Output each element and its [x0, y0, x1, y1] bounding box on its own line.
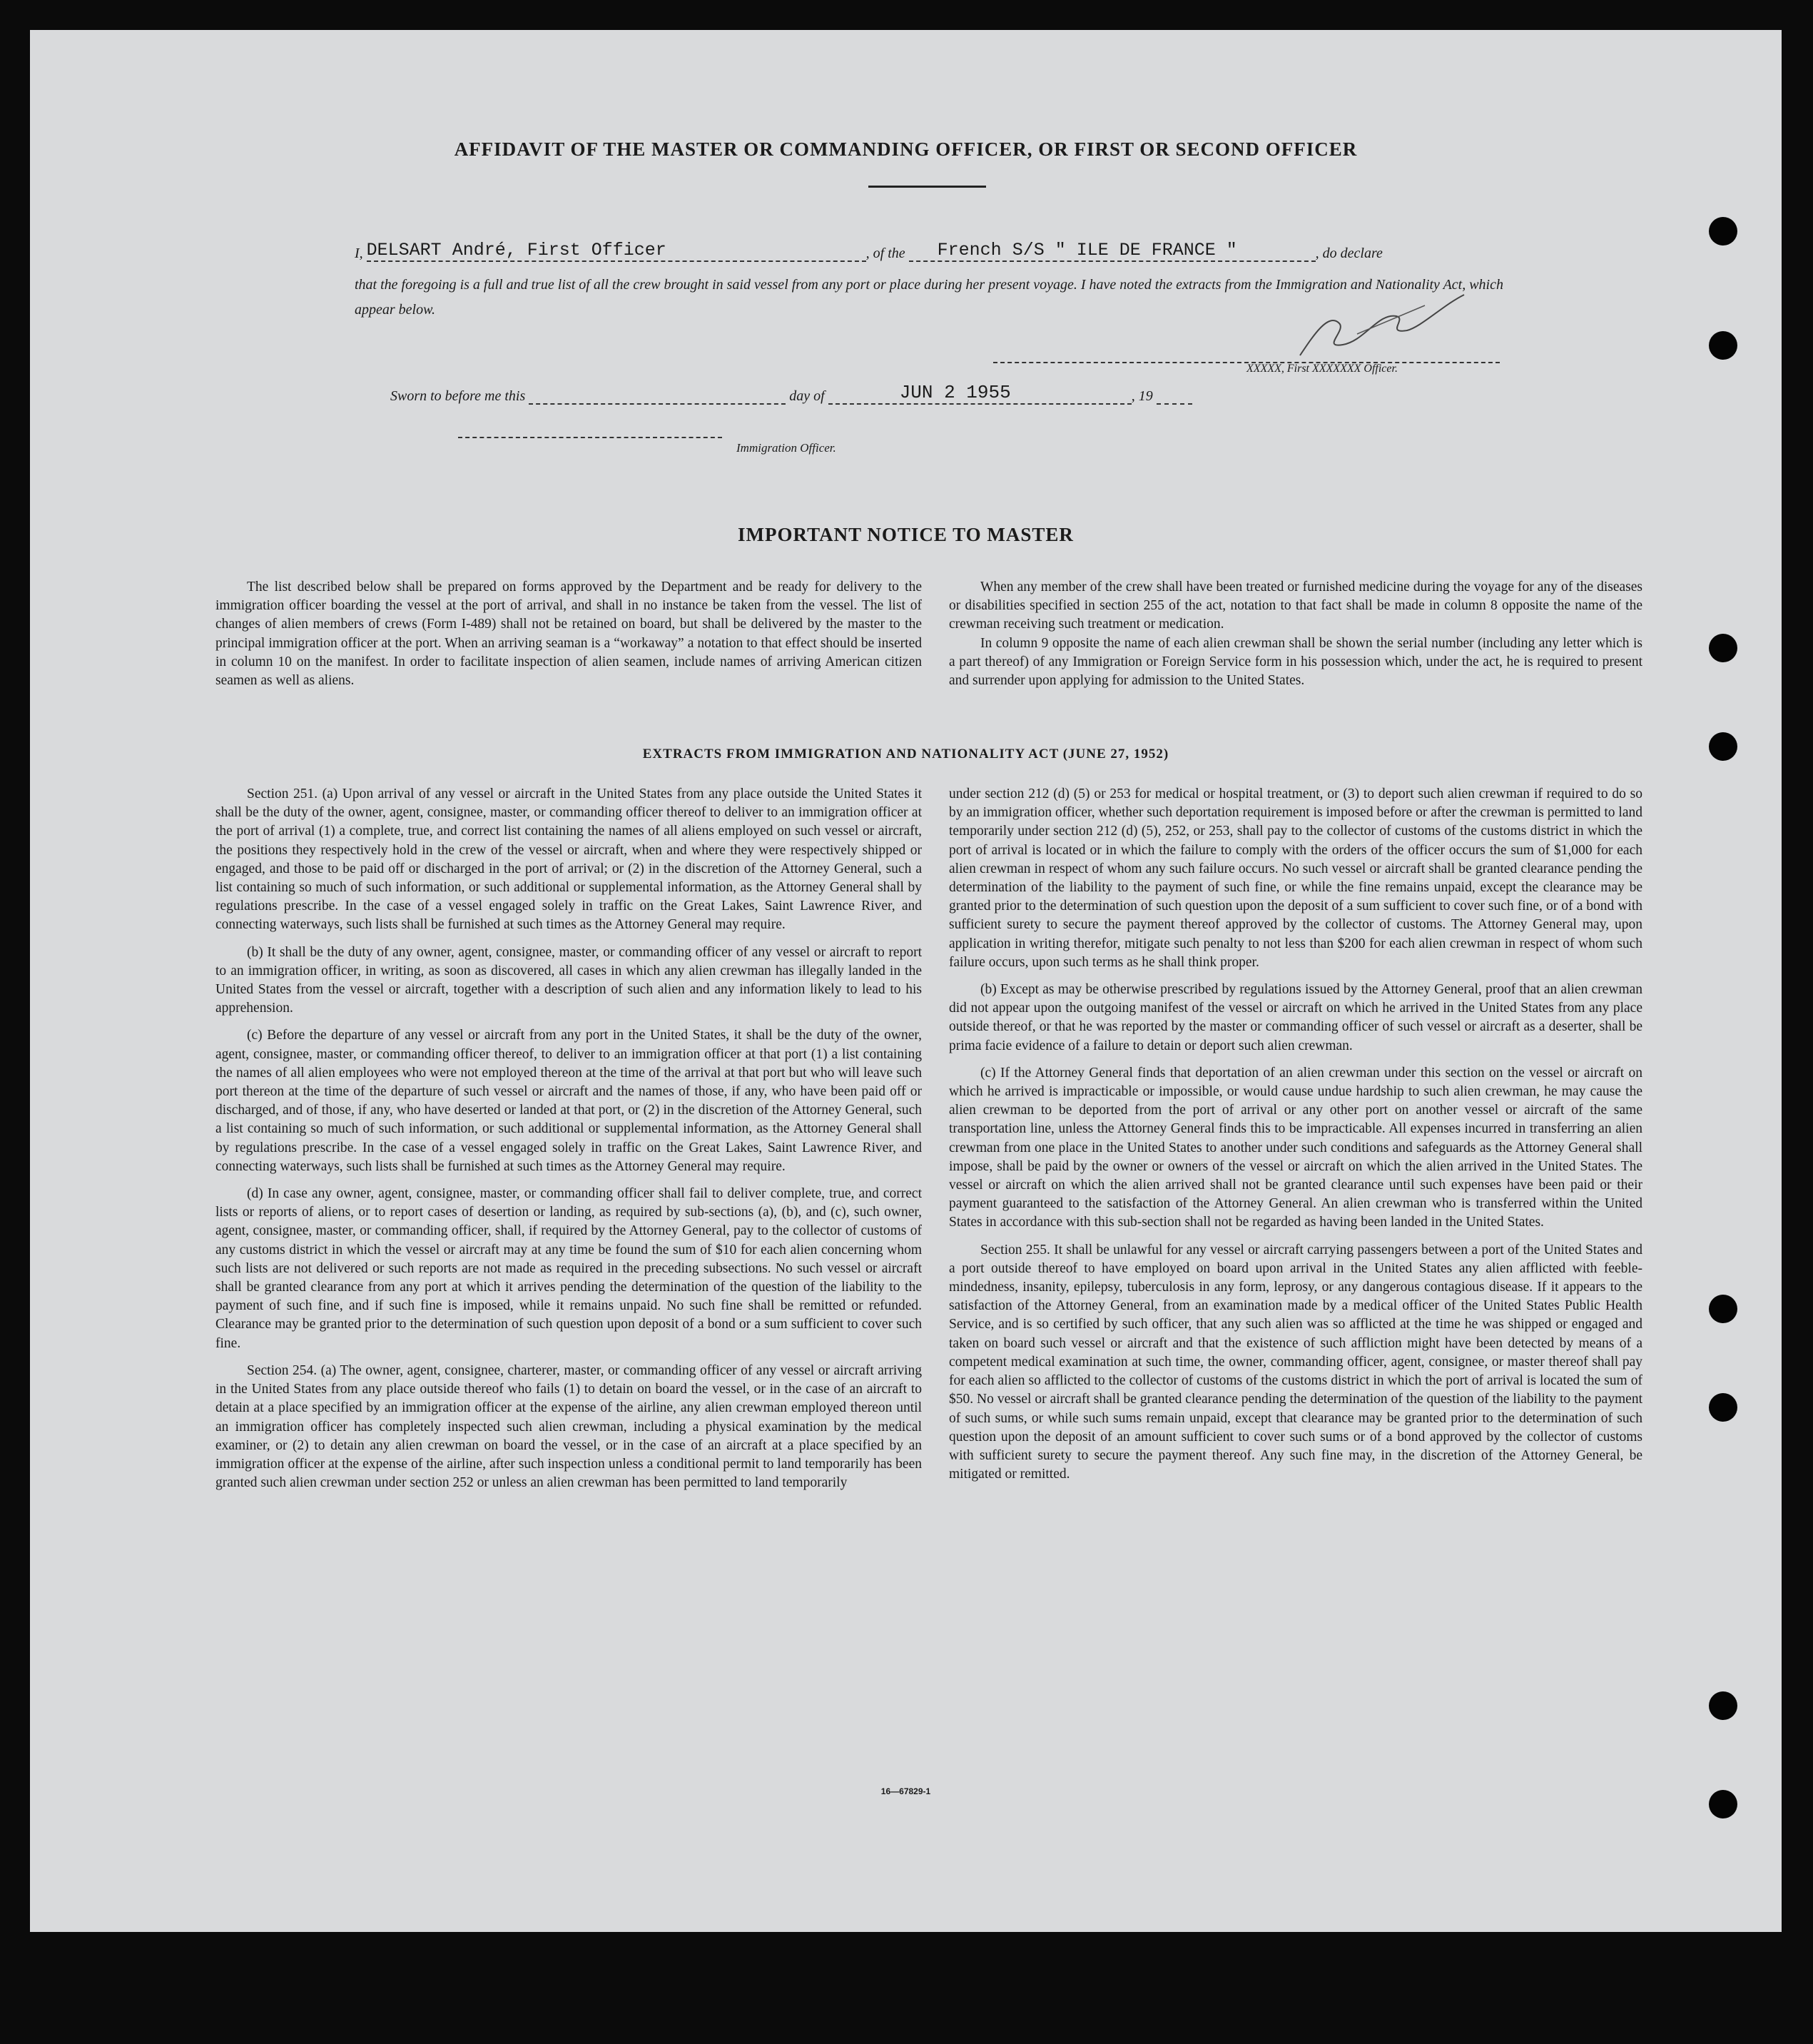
- officer-name-field: DELSART André, First Officer: [367, 240, 866, 262]
- i-prefix: I,: [355, 246, 363, 261]
- extract-paragraph: (b) Except as may be otherwise prescribed by regulations issued by the Attorney General, proof that an alien crewman did not appear upon the outgoing manifest of the vessel or aircraft on which he arrived in the United States from any place outside thereof, or that he was reported by the master or commanding officer of such vessel or aircraft as a deserter, shall be prima facie evidence of a failure to detain or deport such alien crewman.: [949, 982, 1642, 1053]
- of-the-label: , of the: [865, 246, 905, 261]
- extract-paragraph: Section 255. It shall be unlawful for any vessel or aircraft carrying passengers between a port of the United States and a port outside thereof to have employed on board upon arrival in the United States any alien afflicted with feeble-mindedness, insanity, epilepsy, tuberculosis in any form, leprosy, or any dangerous contagious disease. If it appears to the satisfaction of the Attorney General, from an examination made by a medical officer of the United States Public Health Service, and is so certified by such officer, that any such alien was so afflicted at the time he was shipped or engaged and taken on board such vessel or aircraft and that the existence of such affliction might have been detected by means of a competent medical examination at such time, the owner, commanding officer, agent, consignee, or master thereof shall pay for each alien so afflicted to the collector of customs of the customs district in which the port of arrival is located the sum of $50. No vessel or aircraft shall be granted clearance pending the determination of the question of the liability to the payment of such sums, or while such sums remain unpaid, except that clearance may be granted prior to the determination of such question upon the deposit of an amount sufficient to cover such sums or of a bond approved by the collector of customs with sufficient surety to secure the payment thereof. Any such fine may, in the discretion of the Attorney General, be mitigated or remitted.: [949, 1242, 1642, 1482]
- immigration-officer-label: Immigration Officer.: [736, 441, 836, 455]
- extract-paragraph: (b) It shall be the duty of any owner, agent, consignee, master, or commanding officer of any vessel or aircraft to report to an immigration officer, in writing, as soon as discovered, all cases in which any alien crewman has illegally landed in the United States from the vessel or aircraft, together with a description of such alien and any information likely to lead to his apprehension.: [215, 944, 922, 1016]
- binder-hole: [1709, 217, 1737, 246]
- nineteen-label: , 19: [1131, 388, 1153, 404]
- sworn-line: [390, 382, 1192, 405]
- signature-title: XXXXX, First XXXXXXX Officer.: [1246, 363, 1398, 375]
- extract-paragraph: (c) If the Attorney General finds that deportation of an alien crewman under this section on the vessel or aircraft on which he arrived is impracticable or impossible, or would cause undue hardship to such alien crewman, he may cause the alien crewman to be deported from the port of arrival or any other port on another vessel or aircraft of the same transportation line, unless the Attorney General finds this to be impracticable. All expenses incurred in transferring an alien crewman from one place in the United States to another under such conditions and safeguards as the Attorney General shall impose, shall be paid by the owner or owners of the vessel or aircraft on which the alien arrived in the United States. The vessel or aircraft on which the alien arrived shall not be granted clearance until such expenses have been paid or their payment guaranteed to the satisfaction of the Attorney General. An alien crewman who is transferred within the United States in accordance with this sub-section shall not be regarded as having been landed in the United States.: [949, 1065, 1642, 1230]
- extract-paragraph: under section 212 (d) (5) or 253 for medical or hospital treatment, or (3) to deport such alien crewman if required to do so by an immigration officer, whether such deportation requirement is imposed before or after the crewman is permitted to land temporarily under section 212 (d) (5), 252, or 253, shall pay to the collector of customs of the customs district in which the port of arrival is located or in which the failure to comply with the orders of the officer occurs the sum of $1,000 for each alien crewman in respect of whom any such failure occurs. No such vessel or aircraft shall be granted clearance pending the determination of the liability to the payment of such fine, or while the fine remains unpaid, except the clearance may be granted prior to the determination of such question upon the deposit of a sum sufficient to cover such fine, or of a bond with sufficient surety to secure the payment thereof approved by the collector of customs. The Attorney General may, upon application in writing therefor, mitigate such penalty to not less than $200 for each alien crewman in respect of whom such failure occurs, upon such terms as he shall think proper.: [949, 786, 1642, 970]
- binder-hole: [1709, 634, 1737, 662]
- binder-hole: [1709, 1393, 1737, 1422]
- immigration-officer-line: [458, 437, 722, 438]
- document-page: [30, 30, 1782, 1932]
- signature-scribble: [1271, 284, 1471, 363]
- do-declare-label: , do declare: [1315, 246, 1383, 261]
- extract-paragraph: (d) In case any owner, agent, consignee, master, or commanding officer shall fail to deliver complete, true, and correct lists or reports of aliens, or to report cases of desertion or landing, as required by sub-sections (a), (b), and (c), such owner, agent, consignee, master, or commanding officer, shall, if required by the Attorney General, pay to the collector of customs of any customs district in which the vessel or aircraft may at any time be found the sum of $10 for each alien concerning whom such lists are not delivered or such reports are not made as required in the preceding subsections. No such vessel or aircraft shall be granted clearance from any port at which it arrives pending the determination of the question of the liability to the payment of such fine, and if such fine is imposed, while it remains unpaid. No such fine shall be remitted or refunded. Clearance may be granted prior to the determination of such question upon deposit of a bond or a sum sufficient to cover such fine.: [215, 1186, 922, 1351]
- day-of-label: day of: [789, 388, 825, 404]
- year-field: [1157, 383, 1192, 405]
- extracts-left-column: [215, 785, 922, 1501]
- sworn-label: Sworn to before me this: [390, 388, 526, 404]
- sworn-date-stamp: JUN 2 1955: [828, 382, 1132, 405]
- notice-paragraph: In column 9 opposite the name of each alien crewman shall be shown the serial number (including any letter which is a part thereof) of any Immigration or Foreign Service form in his possession which, under the act, he is required to present and surrender upon applying for admission to the United States.: [949, 635, 1642, 689]
- sworn-day-field: [529, 383, 786, 405]
- binder-hole: [1709, 331, 1737, 360]
- notice-paragraph: When any member of the crew shall have been treated or furnished medicine during the voyage for any of the diseases or disabilities specified in section 255 of the act, notation to that fact shall be made in column 8 opposite the name of the crewman receiving such treatment or medication.: [949, 580, 1642, 632]
- title-rule: [868, 186, 986, 188]
- extracts-title: EXTRACTS FROM IMMIGRATION AND NATIONALITY ACT (JUNE 27, 1952): [642, 747, 1169, 762]
- declaration-text: that the foregoing is a full and true list of all the crew brought in said vessel from any port or place during her present voyage. I have noted the extracts from the Immigration and Nationality Act, which appear below.: [355, 277, 1503, 318]
- affidavit-title: AFFIDAVIT OF THE MASTER OR COMMANDING OFFICER, OR FIRST OR SECOND OFFICER: [454, 138, 1358, 160]
- form-number: 16—67829-1: [880, 1786, 931, 1796]
- binder-hole: [1709, 1295, 1737, 1323]
- extracts-right-column: [949, 785, 1642, 1492]
- notice-title: IMPORTANT NOTICE TO MASTER: [738, 524, 1074, 545]
- declaration-line: [355, 240, 1532, 262]
- extract-paragraph: Section 254. (a) The owner, agent, consignee, charterer, master, or commanding officer of any vessel or aircraft arriving in the United States from any place outside thereof who fails (1) to detain on board the vessel, or in the case of an aircraft to detain at a place specified by an immigration officer at the expense of the airline, any alien crewman employed thereon until an immigration officer has completely inspected such alien crewman, including a physical examination by the medical examiner, or (2) to detain any alien crewman on board the vessel, or in the case of an aircraft at a place specified by an immigration officer at the expense of the airline, after such inspection unless a conditional permit to land temporarily has been granted such alien crewman under section 252 or unless an alien crewman has been permitted to land temporarily: [215, 1362, 922, 1491]
- notice-right-column: [949, 578, 1642, 699]
- binder-hole: [1709, 1691, 1737, 1720]
- vessel-name-field: French S/S " ILE DE FRANCE ": [909, 240, 1316, 262]
- extract-paragraph: Section 251. (a) Upon arrival of any vessel or aircraft in the United States from any place outside the United States it shall be the duty of the owner, agent, consignee, master, or commanding officer thereof to deliver to an immigration officer at the port of arrival (1) a complete, true, and correct list containing the names of all aliens employed on such vessel or aircraft, the positions they respectively hold in the crew of the vessel or aircraft, when and where they were respectively shipped or engaged, and those to be paid off or discharged in the port of arrival; or (2) in the discretion of the Attorney General, such a list containing so much of such information, or such additional or supplemental information, as the Attorney General shall by regulations prescribe. In the case of a vessel engaged solely in traffic on the Great Lakes, Saint Lawrence River, and connecting waterways, such lists shall be furnished at such times as the Attorney General may require.: [215, 786, 922, 933]
- notice-paragraph: The list described below shall be prepared on forms approved by the Department and be ready for delivery to the immigration officer boarding the vessel at the port of arrival, and shall in no instance be taken from the vessel. The list of changes of alien members of crews (Form I-489) shall not be retained on board, but shall be delivered by the master to the principal immigration officer at the port. When an arriving seaman is a “workaway” a notation to that effect should be inserted in column 10 on the manifest. In order to facilitate inspection of alien seamen, include names of arriving American citizen seamen as well as aliens.: [215, 580, 922, 689]
- notice-left-column: [215, 578, 922, 699]
- extract-paragraph: (c) Before the departure of any vessel or aircraft from any port in the United States, it shall be the duty of the owner, agent, consignee, master, or commanding officer thereof, to deliver to an immigration officer at that port (1) a list containing the names of all alien employees who were not employed thereon at the time of the arrival at that port but who will leave such port thereon at the time of the departure of such vessel or aircraft and the names of those, if any, who have been paid off or discharged, and of those, if any, who have deserted or landed at that port, or (2) in the discretion of the Attorney General, such a list containing so much of such information, or such additional or supplemental information, as the Attorney General shall by regulations prescribe. In the case of a vessel engaged solely in traffic on the Great Lakes, Saint Lawrence River, and connecting waterways, such lists shall be furnished at such times as the Attorney General may require.: [215, 1028, 922, 1174]
